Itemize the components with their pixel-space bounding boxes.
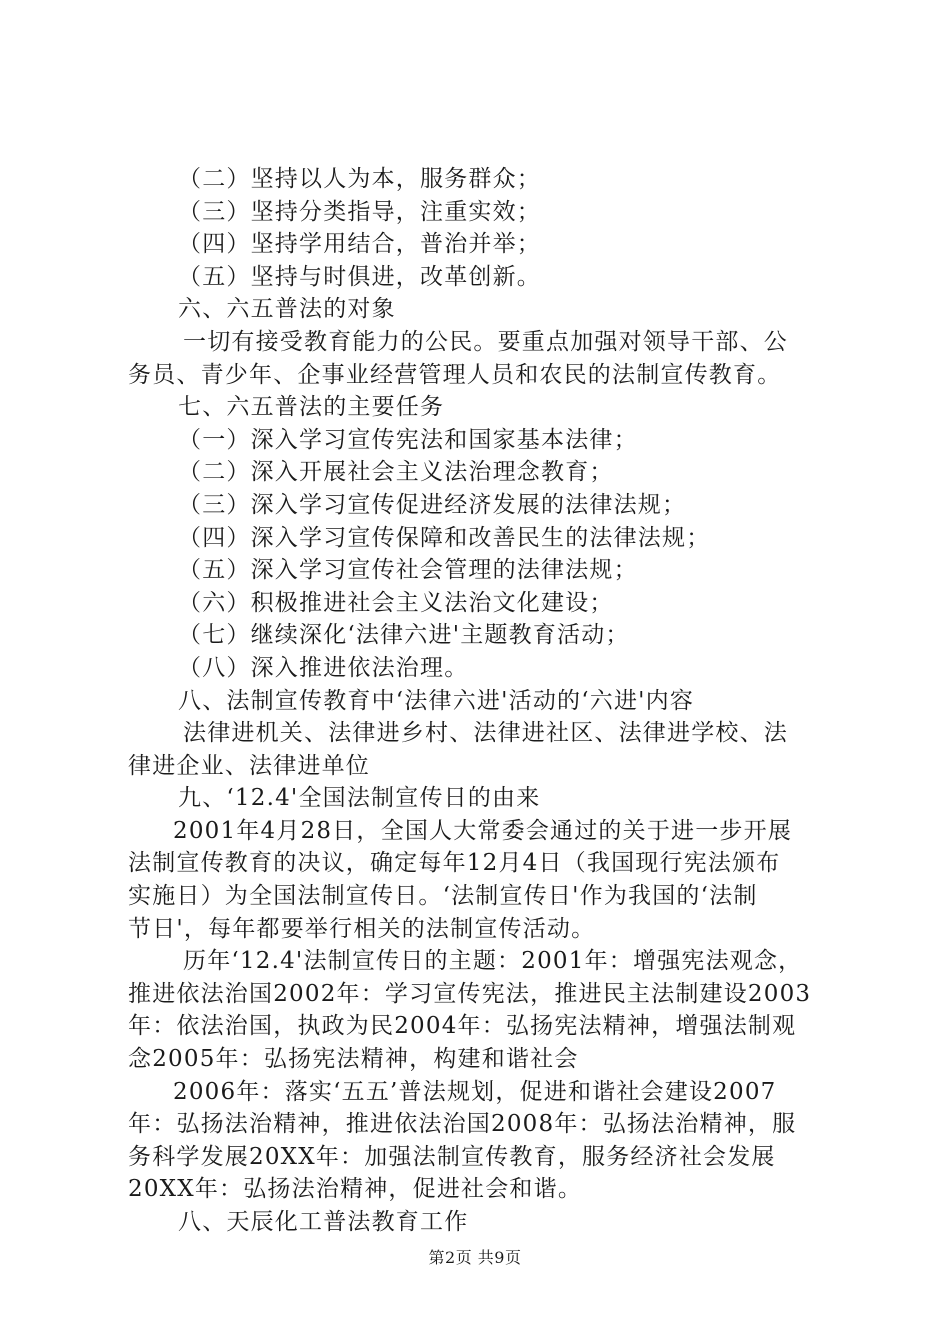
text-line: 律进企业、法律进单位 [128,752,370,779]
text-line: 2006年：落实‘五五’普法规划，促进和谐社会建设2007 [173,1078,777,1105]
text-line: 20XX年：弘扬法治精神，促进社会和谐。 [128,1176,583,1203]
text-line: 节日'，每年都要举行相关的法制宣传活动。 [128,915,596,942]
document-body [128,163,840,1239]
text-line: （一）深入学习宣传宪法和国家基本法律； [178,426,638,453]
text-line: 务科学发展20XX年：加强法制宣传教育，服务经济社会发展 [128,1143,776,1170]
text-line: 八、法制宣传教育中‘法律六进'活动的‘六进'内容 [178,687,695,714]
text-line: （二）深入开展社会主义法治理念教育； [178,459,614,486]
text-line: （五）坚持与时俱进，改革创新。 [178,263,541,290]
text-line: 八、天辰化工普法教育工作 [178,1209,469,1235]
text-line: 六、六五普法的对象 [178,296,396,323]
text-line: （六）积极推进社会主义法治文化建设； [178,589,614,616]
text-line: 年：弘扬法治精神，推进依法治国2008年：弘扬法治精神，服 [128,1111,797,1138]
text-line: 推进依法治国2002年：学习宣传宪法，推进民主法制建设2003 [128,980,812,1007]
text-line: （三）深入学习宣传促进经济发展的法律法规； [178,491,687,518]
text-line: （四）深入学习宣传保障和改善民生的法律法规； [178,524,711,551]
text-line: 年：依法治国，执政为民2004年：弘扬宪法精神，增强法制观 [128,1013,797,1040]
text-line: 九、‘12.4'全国法制宣传日的由来 [178,785,541,812]
text-line: 法制宣传教育的决议，确定每年12月4日（我国现行宪法颁布 [128,850,781,877]
text-line: （七）继续深化‘法律六进'主题教育活动； [178,622,630,649]
text-line: 2001年4月28日，全国人大常委会通过的关于进一步开展 [173,817,793,844]
text-line: （四）坚持学用结合，普治并举； [178,231,541,258]
text-line: 七、六五普法的主要任务 [178,394,445,421]
text-line: 念2005年：弘扬宪法精神，构建和谐社会 [128,1046,579,1073]
text-line: （五）深入学习宣传社会管理的法律法规； [178,557,638,584]
text-line: （二）坚持以人为本，服务群众； [178,166,541,192]
text-line: 一切有接受教育能力的公民。要重点加强对领导干部、公 [183,328,788,355]
text-line: 历年‘12.4'法制宣传日的主题：2001年：增强宪法观念， [183,948,803,975]
page-footer: 第2页 共9页 [428,1248,522,1267]
text-line: 务员、青少年、企事业经营管理人员和农民的法制宣传教育。 [128,361,782,388]
text-line: （三）坚持分类指导，注重实效； [178,198,541,225]
text-line: 法律进机关、法律进乡村、法律进社区、法律进学校、法 [183,720,788,747]
text-line: 实施日）为全国法制宣传日。‘法制宣传日'作为我国的‘法制 [128,883,758,910]
text-line: （八）深入推进依法治理。 [178,654,469,681]
